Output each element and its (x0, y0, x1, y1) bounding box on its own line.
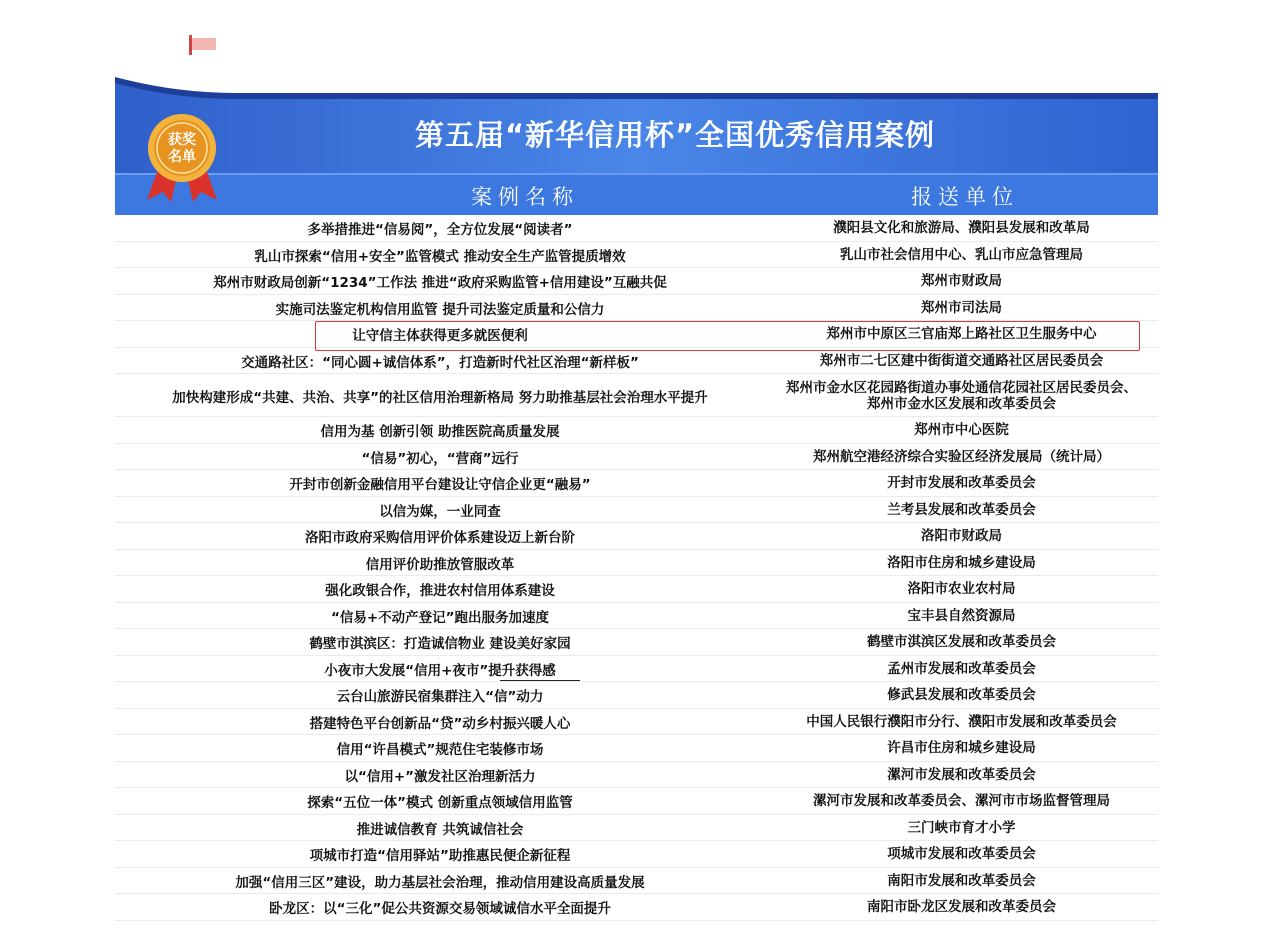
case-name: 强化政银合作，推进农村信用体系建设 (325, 583, 555, 600)
table-row (115, 735, 1158, 762)
table-row (115, 656, 1158, 683)
submitting-unit: 濮阳县文化和旅游局、濮阳县发展和改革局 (833, 220, 1090, 237)
table-row (115, 523, 1158, 550)
case-name: 多举措推进“信易阅”，全方位发展“阅读者” (307, 222, 573, 239)
submitting-unit: 洛阳市住房和城乡建设局 (887, 554, 1036, 571)
table-row (115, 603, 1158, 630)
submitting-unit: 许昌市住房和城乡建设局 (887, 740, 1036, 757)
case-name: 信用为基 创新引领 助推医院高质量发展 (320, 424, 560, 441)
case-name: 小夜市大发展“信用+夜市”提升获得感 (324, 662, 556, 679)
table-row (115, 762, 1158, 789)
submitting-unit: 郑州航空港经济综合实验区经济发展局（统计局） (813, 448, 1110, 465)
table-row (115, 815, 1158, 842)
case-name: 以信为媒，一业同查 (379, 503, 501, 520)
case-name: 项城市打造“信用驿站”助推惠民便企新征程 (309, 848, 571, 865)
submitting-unit: 漯河市发展和改革委员会 (887, 766, 1036, 783)
submitting-unit: 郑州市中心医院 (914, 422, 1009, 439)
case-name: 加快构建形成“共建、共治、共享”的社区信用治理新格局 努力助推基层社会治理水平提升 (172, 389, 708, 406)
submitting-unit: 郑州市二七区建中街街道交通路社区居民委员会 (819, 352, 1104, 369)
table-row (115, 550, 1158, 577)
submitting-unit: 漯河市发展和改革委员会、漯河市市场监督管理局 (813, 793, 1110, 810)
case-name: 以“信用+”激发社区治理新活力 (344, 768, 536, 785)
table-row (115, 470, 1158, 497)
case-name: 加强“信用三区”建设，助力基层社会治理，推动信用建设高质量发展 (235, 874, 645, 891)
table-row (115, 374, 1158, 417)
case-name: 推进诚信教育 共筑诚信社会 (356, 821, 524, 838)
case-name: 郑州市财政局创新“1234”工作法 推进“政府采购监管+信用建设”互融共促 (213, 275, 667, 292)
award-badge-text: 获奖 名单 (168, 132, 196, 165)
submitting-unit: 宝丰县自然资源局 (907, 607, 1016, 624)
table-row (115, 215, 1158, 242)
submitting-unit: 洛阳市农业农村局 (907, 581, 1016, 598)
table-row (115, 268, 1158, 295)
table-row (115, 894, 1158, 921)
case-name: 洛阳市政府采购信用评价体系建设迈上新台阶 (305, 530, 575, 547)
case-name: 探索“五位一体”模式 创新重点领域信用监管 (307, 795, 573, 812)
submitting-unit: 南阳市发展和改革委员会 (887, 872, 1036, 889)
submitting-unit: 三门峡市育才小学 (907, 819, 1016, 836)
case-name: 信用“许昌模式”规范住宅装修市场 (336, 742, 544, 759)
submitting-unit: 郑州市金水区花园路街道办事处通信花园社区居民委员会、 郑州市金水区发展和改革委员会 (786, 379, 1137, 412)
table-row (115, 242, 1158, 269)
submitting-unit: 项城市发展和改革委员会 (887, 846, 1036, 863)
submitting-unit: 孟州市发展和改革委员会 (887, 660, 1036, 677)
case-name: 开封市创新金融信用平台建设让守信企业更“融易” (289, 477, 591, 494)
table-row (115, 497, 1158, 524)
submitting-unit: 修武县发展和改革委员会 (887, 687, 1036, 704)
case-name: 乳山市探索“信用+安全”监管模式 推动安全生产监管提质增效 (254, 248, 626, 265)
case-name: 卧龙区：以“三化”促公共资源交易领域诚信水平全面提升 (269, 901, 611, 918)
case-name: 云台山旅游民宿集群注入“信”动力 (336, 689, 544, 706)
flag-icon (188, 34, 218, 56)
submitting-unit: 鹤壁市淇滨区发展和改革委员会 (867, 634, 1056, 651)
page-title: 第五届“新华信用杯”全国优秀信用案例 (414, 118, 936, 152)
table-row (115, 576, 1158, 603)
table-row (115, 841, 1158, 868)
submitting-unit: 开封市发展和改革委员会 (887, 475, 1036, 492)
table-row (115, 417, 1158, 444)
table-row (115, 295, 1158, 322)
table-row (115, 348, 1158, 375)
underline-mark (500, 680, 580, 681)
table-row (115, 868, 1158, 895)
case-name: “信易+不动产登记”跑出服务加速度 (330, 609, 550, 626)
case-name: 实施司法鉴定机构信用监管 提升司法鉴定质量和公信力 (275, 301, 605, 318)
submitting-unit: 南阳市卧龙区发展和改革委员会 (867, 899, 1056, 916)
header-banner (115, 75, 1158, 215)
table-row (115, 788, 1158, 815)
submitting-unit: 中国人民银行濮阳市分行、濮阳市发展和改革委员会 (806, 713, 1117, 730)
highlight-box (315, 321, 1140, 351)
case-name: 让守信主体获得更多就医便利 (352, 328, 528, 345)
table-row (115, 682, 1158, 709)
submitting-unit: 洛阳市财政局 (921, 528, 1002, 545)
column-header-unit: 报送单位 (911, 185, 1019, 209)
submitting-unit: 郑州市中原区三官庙郑上路社区卫生服务中心 (826, 326, 1097, 343)
table-row (115, 709, 1158, 736)
submitting-unit: 乳山市社会信用中心、乳山市应急管理局 (840, 246, 1083, 263)
case-name: 交通路社区：“同心圆+诚信体系”，打造新时代社区治理“新样板” (241, 354, 639, 371)
case-name: 搭建特色平台创新品“贷”动乡村振兴暖人心 (309, 715, 571, 732)
case-name: “信易”初心，“营商”远行 (361, 450, 519, 467)
case-name: 鹤壁市淇滨区：打造诚信物业 建设美好家园 (309, 636, 571, 653)
submitting-unit: 兰考县发展和改革委员会 (887, 501, 1036, 518)
column-header-case-name: 案例名称 (471, 185, 579, 209)
submitting-unit: 郑州市司法局 (921, 299, 1002, 316)
case-name: 信用评价助推放管服改革 (365, 556, 515, 573)
table-row (115, 629, 1158, 656)
table-row (115, 444, 1158, 471)
submitting-unit: 郑州市财政局 (921, 273, 1002, 290)
